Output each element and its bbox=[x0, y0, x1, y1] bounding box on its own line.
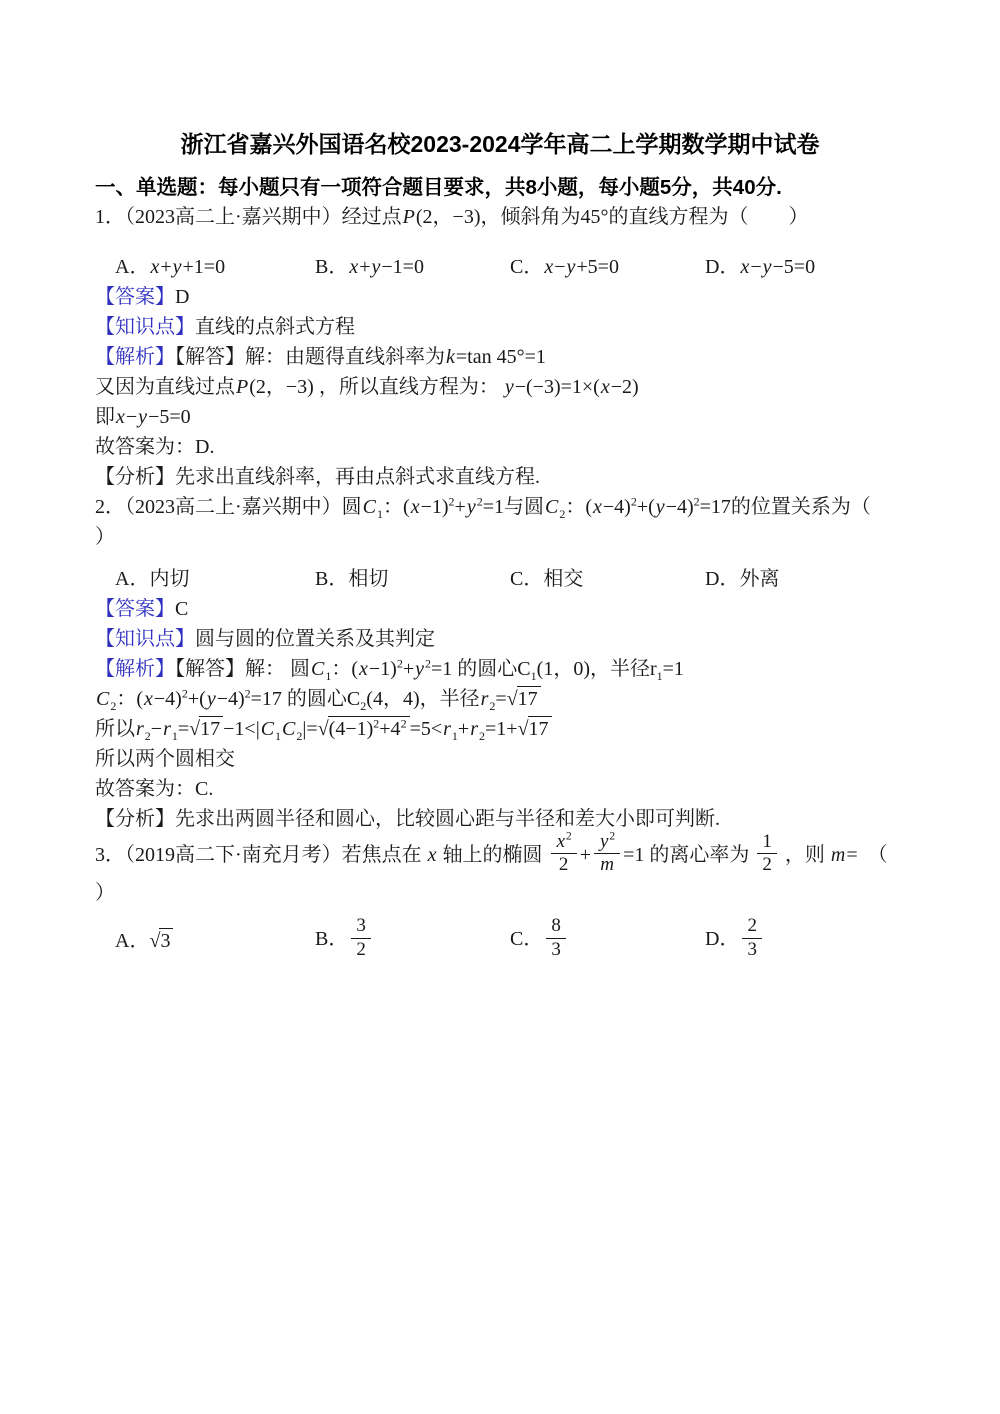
question-1-answer-value: D bbox=[175, 285, 190, 308]
question-1-solution-line-1: 【解答】解：由题得直线斜率为k=tan 45°=1 bbox=[175, 345, 546, 368]
comment-label: 【分析】 bbox=[95, 465, 175, 488]
question-2-stem: 2．（2023高二上·嘉兴期中）圆$C_1$：$(x-1)^2+y^2=1$与圆$C_2$：$(x-4)^2+(y-4)^2=17$的位置关系为（ bbox=[95, 493, 871, 521]
question-3-option-c: C． $\frac{8}{3}$ bbox=[510, 918, 705, 963]
question-1-solution-line-2: 又因为直线过点P(2，−3) ，所以直线方程为： y−(−3)=1×(x−2) bbox=[95, 375, 639, 398]
question-2-answer-value: C bbox=[175, 597, 189, 620]
question-3-stem: 3．（2019高二下·南充月考）若焦点在 x 轴上的椭圆 $\frac{x^2}{2}$ + $\frac{y^2}{m}$ =1 的离心率为 $\frac{1}{2}$ ，则 m= （ bbox=[95, 830, 888, 876]
analysis-label: 【解析】 bbox=[95, 345, 175, 368]
answer-label: 【答案】 bbox=[95, 597, 175, 620]
question-2-comment-value: 先求出两圆半径和圆心，比较圆心距与半径和差大小即可判断. bbox=[175, 807, 720, 830]
question-2-solution-line-2: $C_2$：$(x-4)^2+(y-4)^2=17$ 的圆心$C_2(4$，4)，半径$r_2=√17$ bbox=[95, 684, 905, 714]
question-1-option-c: C．x−y+5=0 bbox=[510, 255, 619, 278]
question-2-knowledge-value: 圆与圆的位置关系及其判定 bbox=[195, 627, 435, 650]
question-3-option-a: A．√3 bbox=[115, 926, 315, 956]
question-2-analysis-line bbox=[95, 654, 905, 684]
question-2-stem-close: ） bbox=[95, 525, 115, 548]
question-2 bbox=[95, 492, 905, 834]
knowledge-label: 【知识点】 bbox=[95, 315, 195, 338]
question-2-answer-line bbox=[95, 594, 905, 624]
question-2-option-b: B．相切 bbox=[315, 567, 389, 590]
question-3-options bbox=[95, 915, 905, 963]
question-1-answer-line bbox=[95, 282, 905, 312]
question-3-option-b: B． $\frac{3}{2}$ bbox=[315, 918, 510, 963]
question-1-analysis-line bbox=[95, 342, 905, 372]
question-1-knowledge-line bbox=[95, 312, 905, 342]
analysis-label: 【解析】 bbox=[95, 657, 175, 680]
question-1-option-a: A．x+y+1=0 bbox=[115, 255, 226, 278]
answer-label: 【答案】 bbox=[95, 285, 175, 308]
question-1-comment-line bbox=[95, 462, 905, 492]
question-2-comment-line bbox=[95, 804, 905, 834]
question-1-options bbox=[95, 252, 905, 282]
question-1-comment-value: 先求出直线斜率，再由点斜式求直线方程. bbox=[175, 465, 540, 488]
question-1-solution-line-4: 故答案为：D. bbox=[95, 435, 215, 458]
question-2-solution-line-5: 故答案为：C. bbox=[95, 777, 214, 800]
question-1-option-d: D．x−y−5=0 bbox=[705, 255, 816, 278]
question-2-option-a: A．内切 bbox=[115, 567, 190, 590]
section-heading: 一、单选题：每小题只有一项符合题目要求，共8小题，每小题5分，共40分. bbox=[95, 175, 782, 199]
question-2-solution-line-3: 所以$r_2-r_1=√17 -1<|C_1C_2|=√(4-1)^2+4^2 =5<r_1+r_2=1+√17$ bbox=[95, 714, 905, 744]
question-2-options bbox=[95, 564, 905, 594]
knowledge-label: 【知识点】 bbox=[95, 627, 195, 650]
page-title: 浙江省嘉兴外国语名校2023-2024学年高二上学期数学期中试卷 bbox=[180, 131, 820, 157]
question-2-solution-line-4: 所以两个圆相交 bbox=[95, 747, 235, 770]
question-2-option-d: D．外离 bbox=[705, 567, 780, 590]
question-2-option-c: C．相交 bbox=[510, 567, 584, 590]
question-3-option-d: D． $\frac{2}{3}$ bbox=[705, 918, 905, 963]
question-3 bbox=[95, 830, 905, 964]
question-1-knowledge-value: 直线的点斜式方程 bbox=[195, 315, 355, 338]
question-1-solution-line-3: 即x−y−5=0 bbox=[95, 405, 191, 428]
question-1-stem: 1．（2023高二上·嘉兴期中）经过点P(2，−3)，倾斜角为45°的直线方程为（ ） bbox=[95, 205, 809, 228]
question-3-stem-close: ） bbox=[95, 882, 115, 905]
question-1-option-b: B．x+y−1=0 bbox=[315, 255, 424, 278]
question-2-knowledge-line bbox=[95, 624, 905, 654]
question-2-solution-line-1: 【解答】解： 圆$C_1$：$(x-1)^2+y^2=1$ 的圆心$C_1(1$，0)，半径$r_1=1$ bbox=[175, 655, 684, 683]
question-1 bbox=[95, 202, 905, 492]
comment-label: 【分析】 bbox=[95, 807, 175, 830]
